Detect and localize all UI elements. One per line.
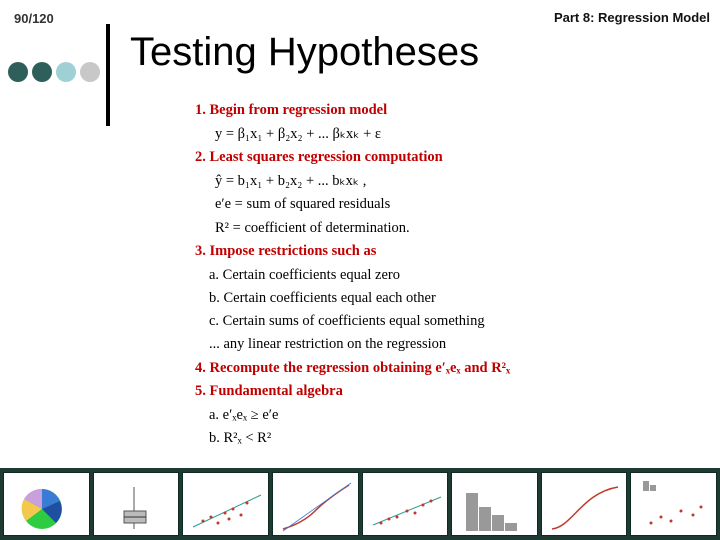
histogram-thumb-1 [451, 472, 538, 536]
slide-counter: 90/120 [14, 11, 54, 26]
equation: y = β₁x₁ + β₂x₂ + ... βₖxₖ + ε [215, 126, 381, 142]
list-subitem: b. Certain coefficients equal each other [209, 290, 436, 306]
part-title: Part 8: Regression Model [553, 10, 710, 25]
list-item: 3. Impose restrictions such as [195, 243, 377, 259]
scatter-thumb-2 [362, 472, 449, 536]
dot-icon [32, 62, 52, 82]
list-subitem: b. R²ₓ < R² [209, 430, 272, 446]
list-subitem: a. Certain coefficients equal zero [209, 267, 400, 283]
title-divider [106, 24, 110, 126]
boxplot-thumb [93, 472, 180, 536]
dot-icon [8, 62, 28, 82]
probability-plot-thumb [272, 472, 359, 536]
decorative-dots [8, 62, 100, 82]
page-title: Testing Hypotheses [130, 30, 480, 74]
list-subitem: a. e′ₓeₓ ≥ e′e [209, 407, 279, 423]
cdf-curve-thumb [541, 472, 628, 536]
pie-chart-thumb [3, 472, 90, 536]
list-item: 1. Begin from regression model [195, 102, 388, 118]
equation: e′e = sum of squared residuals [215, 196, 391, 212]
dot-icon [56, 62, 76, 82]
equation: R² = coefficient of determination. [215, 220, 410, 236]
histogram-scatter-thumb [630, 472, 717, 536]
list-item: 4. Recompute the regression obtaining e′ₓeₓ and R²ₓ [195, 360, 511, 376]
list-item: 2. Least squares regression computation [195, 149, 443, 165]
list-subitem: c. Certain sums of coefficients equal something [209, 313, 485, 329]
equation: ŷ = b₁x₁ + b₂x₂ + ... bₖxₖ , [215, 173, 367, 189]
dot-icon [80, 62, 100, 82]
scatter-thumb-1 [182, 472, 269, 536]
thumbnail-strip [0, 468, 720, 540]
list-subitem: ... any linear restriction on the regression [209, 336, 447, 352]
list-item: 5. Fundamental algebra [195, 383, 343, 399]
